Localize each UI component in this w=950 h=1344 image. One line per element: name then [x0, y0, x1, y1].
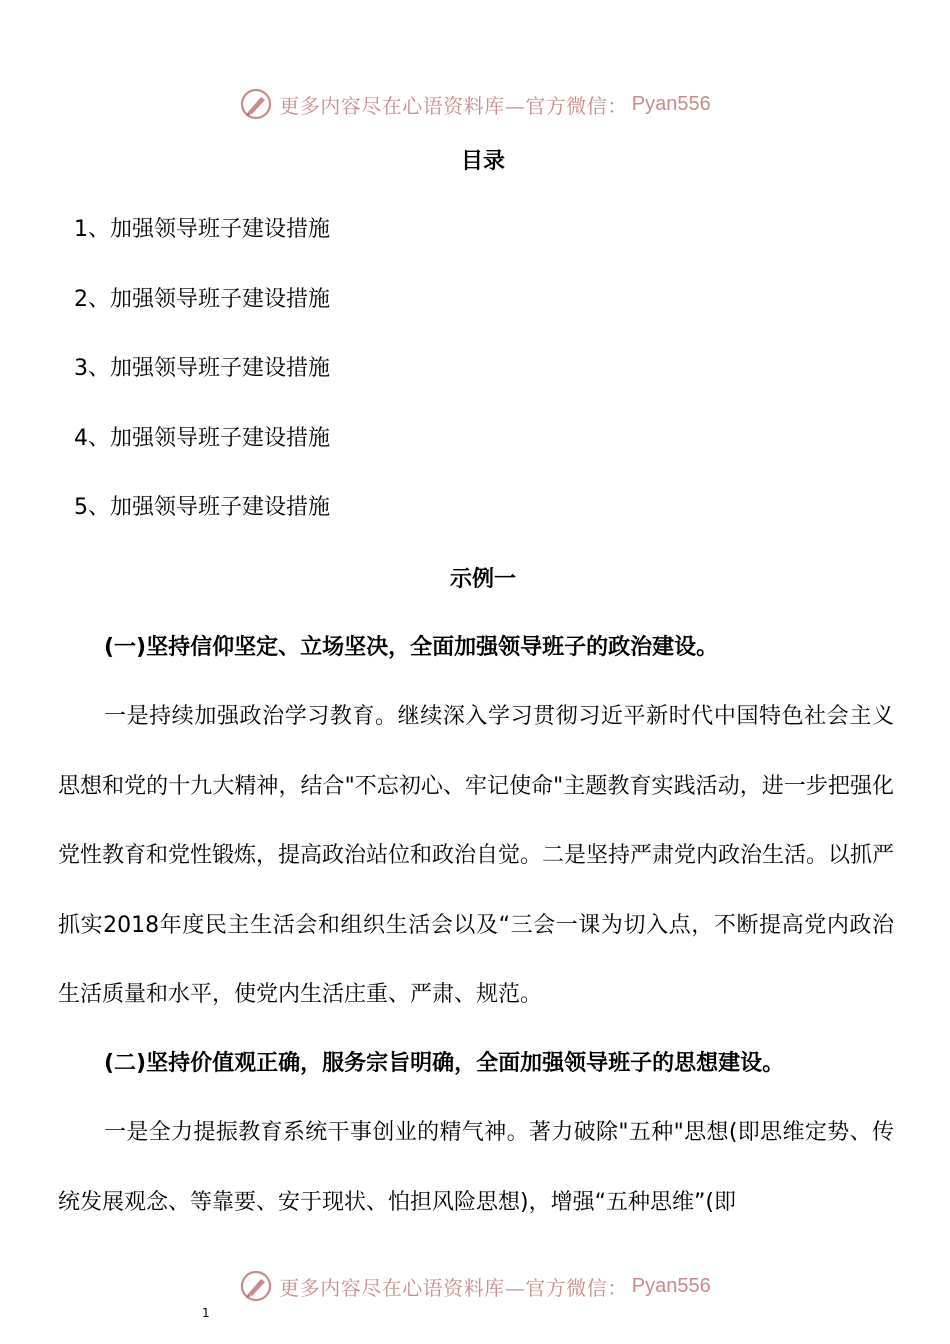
- watermark-header: [0, 84, 950, 124]
- toc-item: 2、加强领导班子建设措施: [74, 286, 330, 312]
- example-title: 示例一: [449, 567, 516, 592]
- toc-item: 3、加强领导班子建设措施: [74, 356, 330, 381]
- watermark-wechat-id: Pyan556: [631, 1274, 711, 1297]
- section-paragraph-1: 一是持续加强政治学习教育。继续深入学习贯彻习近平新时代中国特色社会主义思想和党的十九大精神，结合"不忘初心、牢记使命"主题教育实践活动，进一步把强化党性教育和党性锻炼，提高政治站位和政治自觉。二是坚持严肃党内政治生活。以抓严抓实2018年度民主生活会和组织生活会以及“三会一课为切入点，不断提高党内政治生活质量和水平，使党内生活庄重、严肃、规范。: [58, 704, 895, 1007]
- toc-item: 5、加强领导班子建设措施: [74, 495, 330, 520]
- section-heading-1: (一)坚持信仰坚定、立场坚决，全面加强领导班子的政治建设。: [104, 635, 719, 660]
- watermark-text: 更多内容尽在心语资料库—官方微信：: [279, 93, 628, 118]
- toc-item: 4、加强领导班子建设措施: [74, 425, 330, 451]
- watermark-footer: [0, 1266, 950, 1306]
- toc-item: 1、加强领导班子建设措施: [74, 217, 330, 242]
- watermark-text: 更多内容尽在心语资料库—官方微信：: [279, 1275, 628, 1300]
- pen-logo-icon: [239, 1269, 273, 1303]
- table-of-contents: [74, 212, 330, 560]
- section-heading-2: (二)坚持价值观正确，服务宗旨明确，全面加强领导班子的思想建设。: [104, 1051, 785, 1076]
- section-paragraph-2: 一是全力提振教育系统干事创业的精气神。著力破除"五种"思想(即思维定势、传统发展观念、等靠要、安于现状、怕担风险思想)，增强“五种思维”(即: [58, 1120, 894, 1215]
- pen-logo-icon: [239, 87, 273, 121]
- watermark-wechat-id: Pyan556: [631, 92, 711, 115]
- page-number: 1: [202, 1306, 210, 1320]
- toc-title: 目录: [460, 149, 505, 174]
